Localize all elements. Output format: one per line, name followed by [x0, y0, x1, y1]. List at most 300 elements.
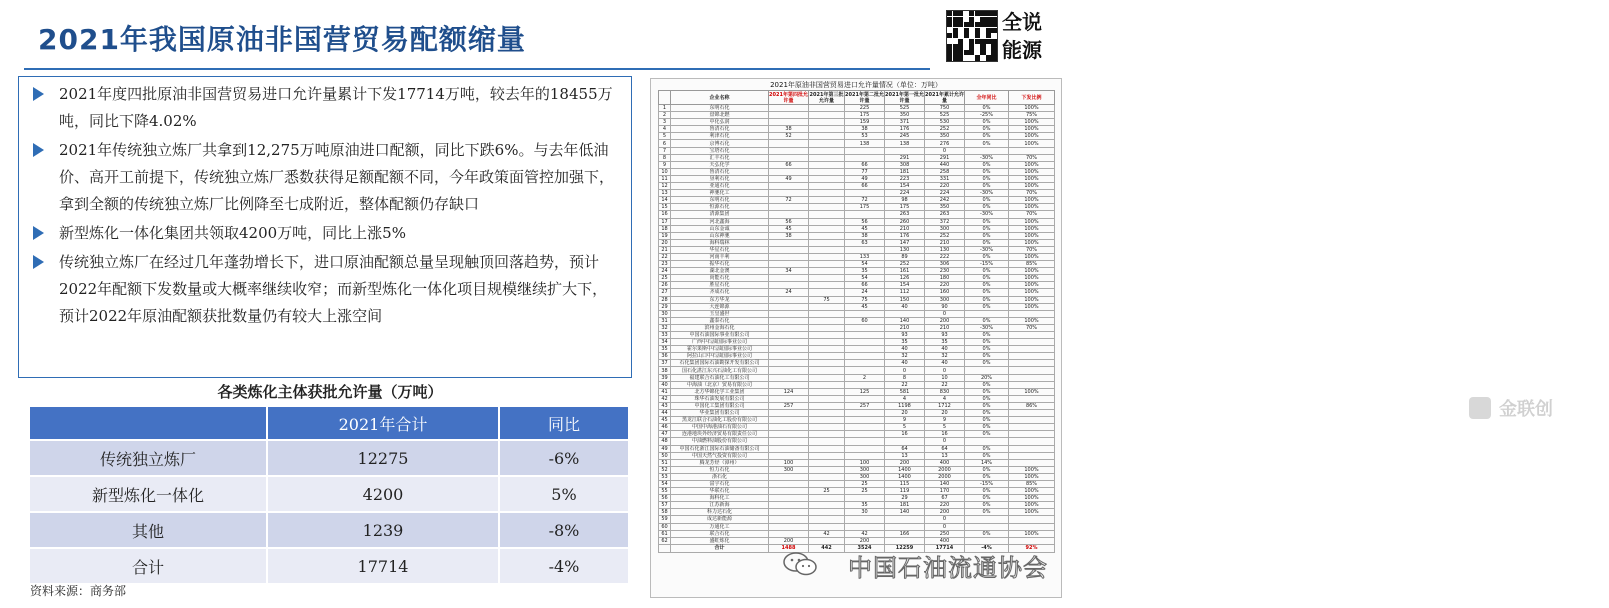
- table-row: [659, 424, 1055, 431]
- qr-cell: [969, 39, 974, 44]
- detail-cell: [809, 480, 845, 487]
- company-name-cell: 天弘化学: [671, 161, 769, 168]
- detail-cell: 263: [885, 211, 925, 218]
- detail-cell: 85%: [1009, 480, 1055, 487]
- detail-cell: 245: [885, 133, 925, 140]
- detail-cell: 220: [925, 183, 965, 190]
- company-name-cell: 万通化工: [671, 523, 769, 530]
- table-row: [659, 438, 1055, 445]
- detail-cell: 36: [659, 353, 671, 360]
- detail-cell: [809, 395, 845, 402]
- qr-cell: [953, 50, 958, 55]
- detail-cell: [769, 317, 809, 324]
- qr-cell: [980, 50, 985, 55]
- detail-cell: 0%: [965, 395, 1009, 402]
- detail-cell: [769, 112, 809, 119]
- detail-header-cell: 2021年第三批允许量: [809, 91, 844, 104]
- company-name-cell: 胜星石化: [671, 282, 769, 289]
- detail-cell: 25: [845, 480, 885, 487]
- detail-cell: [809, 339, 845, 346]
- table-row: [659, 204, 1055, 211]
- detail-cell: 51: [659, 459, 671, 466]
- detail-cell: 220: [925, 282, 965, 289]
- category-cell: 传统独立炼厂: [30, 440, 267, 476]
- company-name-cell: 盘锦北燃: [671, 112, 769, 119]
- detail-cell: 0%: [965, 360, 1009, 367]
- detail-header-cell: 企业名称: [671, 91, 769, 105]
- detail-cell: [769, 261, 809, 268]
- table-row: [659, 445, 1055, 452]
- detail-cell: 400: [925, 537, 965, 544]
- detail-cell: 40: [885, 346, 925, 353]
- detail-cell: 0%: [965, 218, 1009, 225]
- detail-cell: 350: [925, 204, 965, 211]
- detail-cell: 0: [925, 523, 965, 530]
- table-row: [659, 197, 1055, 204]
- detail-cell: 22: [885, 381, 925, 388]
- detail-cell: 16: [925, 431, 965, 438]
- detail-cell: [809, 417, 845, 424]
- detail-cell: 252: [885, 261, 925, 268]
- detail-cell: [1009, 459, 1055, 466]
- detail-cell: 0%: [965, 332, 1009, 339]
- detail-cell: 1: [659, 105, 671, 112]
- detail-cell: [769, 410, 809, 417]
- detail-cell: [1009, 431, 1055, 438]
- watermark-logo-text: 金联创: [1499, 399, 1553, 420]
- detail-cell: 70%: [1009, 246, 1055, 253]
- detail-cell: [885, 438, 925, 445]
- detail-cell: [809, 374, 845, 381]
- detail-cell: 35: [885, 339, 925, 346]
- bullet-text: 2021年度四批原油非国营贸易进口允许量累计下发17714万吨，较去年的18455万吨，同比下降4.02%: [59, 85, 613, 130]
- detail-cell: 28: [659, 296, 671, 303]
- detail-cell: 442: [809, 544, 845, 552]
- table-row: [659, 183, 1055, 190]
- company-name-cell: 中国天然气投资有限公司: [671, 452, 769, 459]
- detail-cell: [1009, 346, 1055, 353]
- detail-cell: -30%: [965, 211, 1009, 218]
- company-name-cell: 科力达石化: [671, 509, 769, 516]
- qr-cell: [969, 17, 974, 22]
- qr-cell: [991, 28, 996, 33]
- qr-cell: [953, 44, 958, 49]
- bullet-arrow-icon: [33, 87, 44, 101]
- detail-cell: 49: [845, 175, 885, 182]
- table-row: [659, 168, 1055, 175]
- detail-cell: 258: [925, 168, 965, 175]
- detail-cell: 54: [659, 480, 671, 487]
- detail-cell: [769, 473, 809, 480]
- table-row: [659, 140, 1055, 147]
- summary-table-title: 各类炼化主体获批允许量（万吨）: [217, 383, 443, 401]
- total-cell: 4200: [267, 476, 499, 512]
- detail-cell: 50: [659, 452, 671, 459]
- detail-cell: [885, 523, 925, 530]
- company-name-cell: 振华石化: [671, 261, 769, 268]
- company-name-cell: 汇丰石化: [671, 154, 769, 161]
- detail-cell: [845, 516, 885, 523]
- detail-cell: 25: [659, 275, 671, 282]
- detail-cell: 0: [925, 310, 965, 317]
- detail-cell: 32: [659, 324, 671, 331]
- company-name-cell: 华联石化: [671, 488, 769, 495]
- detail-header-cell: [659, 91, 671, 105]
- qr-cell: [953, 28, 958, 33]
- detail-cell: [769, 183, 809, 190]
- total-cell: 1239: [267, 512, 499, 548]
- detail-cell: 154: [885, 282, 925, 289]
- qr-cell: [969, 22, 974, 27]
- detail-cell: 2000: [925, 466, 965, 473]
- detail-cell: 200: [925, 509, 965, 516]
- detail-cell: 26: [659, 282, 671, 289]
- qr-cell: [947, 33, 952, 38]
- total-cell: 17714: [267, 548, 499, 583]
- detail-cell: 39: [659, 374, 671, 381]
- detail-cell: 24: [845, 289, 885, 296]
- qr-cell: [991, 17, 996, 22]
- detail-cell: [845, 523, 885, 530]
- detail-cell: [769, 246, 809, 253]
- detail-cell: [769, 140, 809, 147]
- detail-cell: [1009, 438, 1055, 445]
- brand-line-1: 全说: [1002, 10, 1042, 34]
- detail-cell: 34: [659, 339, 671, 346]
- detail-cell: [809, 353, 845, 360]
- detail-cell: 64: [925, 445, 965, 452]
- detail-cell: [845, 154, 885, 161]
- detail-cell: 181: [885, 502, 925, 509]
- detail-cell: [965, 310, 1009, 317]
- detail-cell: [769, 296, 809, 303]
- detail-cell: 31: [659, 317, 671, 324]
- detail-cell: 260: [885, 218, 925, 225]
- detail-cell: 4: [925, 395, 965, 402]
- detail-cell: 40: [659, 381, 671, 388]
- detail-cell: [769, 282, 809, 289]
- detail-cell: [845, 381, 885, 388]
- qr-cell: [953, 33, 958, 38]
- table-row: [659, 381, 1055, 388]
- detail-cell: [1009, 395, 1055, 402]
- detail-cell: 35: [659, 346, 671, 353]
- detail-cell: 0%: [965, 317, 1009, 324]
- detail-cell: 45: [845, 303, 885, 310]
- detail-cell: 63: [845, 239, 885, 246]
- detail-cell: 100%: [1009, 232, 1055, 239]
- detail-cell: [769, 147, 809, 154]
- detail-cell: 93: [885, 332, 925, 339]
- detail-cell: 66: [845, 161, 885, 168]
- detail-cell: [659, 544, 671, 552]
- table-row: [659, 218, 1055, 225]
- table-row: [659, 324, 1055, 331]
- detail-cell: [809, 119, 845, 126]
- detail-cell: 133: [845, 253, 885, 260]
- detail-cell: 126: [885, 275, 925, 282]
- detail-cell: 0%: [965, 424, 1009, 431]
- company-name-cell: 中国石化浙江国际石油储备有限公司: [671, 445, 769, 452]
- detail-cell: 0%: [965, 473, 1009, 480]
- detail-cell: [809, 246, 845, 253]
- detail-cell: 19: [659, 232, 671, 239]
- company-name-cell: 中国化工集团有限公司: [671, 402, 769, 409]
- detail-cell: 20: [659, 239, 671, 246]
- company-name-cell: 中国石油国际事业有限公司: [671, 332, 769, 339]
- detail-cell: 20: [885, 410, 925, 417]
- yoy-cell: 5%: [499, 476, 629, 512]
- detail-header-cell: 2021年累计允许量: [925, 91, 964, 104]
- detail-cell: 56: [659, 495, 671, 502]
- qr-cell: [958, 11, 963, 16]
- detail-cell: 100%: [1009, 175, 1055, 182]
- detail-cell: [1009, 410, 1055, 417]
- company-name-cell: 垦利石化: [671, 175, 769, 182]
- detail-cell: 45: [769, 225, 809, 232]
- detail-cell: 581: [885, 388, 925, 395]
- detail-cell: 1198: [885, 402, 925, 409]
- company-name-cell: 霍尔果斯中石油国际事业公司: [671, 346, 769, 353]
- detail-cell: 440: [925, 161, 965, 168]
- yoy-cell: -6%: [499, 440, 629, 476]
- detail-cell: [769, 516, 809, 523]
- detail-cell: [769, 310, 809, 317]
- detail-cell: 3524: [845, 544, 885, 552]
- detail-cell: 160: [925, 289, 965, 296]
- qr-cell: [986, 39, 991, 44]
- table-row: [659, 175, 1055, 182]
- company-name-cell: 山东金诚: [671, 225, 769, 232]
- detail-cell: 13: [885, 452, 925, 459]
- detail-cell: 45: [659, 417, 671, 424]
- detail-cell: [769, 502, 809, 509]
- category-cell: 其他: [30, 512, 267, 548]
- detail-cell: 257: [769, 402, 809, 409]
- detail-cell: [769, 346, 809, 353]
- detail-cell: [809, 154, 845, 161]
- detail-cell: 70%: [1009, 324, 1055, 331]
- table-row: [659, 480, 1055, 487]
- detail-cell: 0%: [965, 339, 1009, 346]
- qr-cell: [991, 44, 996, 49]
- company-name-cell: 海科化工: [671, 495, 769, 502]
- detail-cell: 291: [885, 154, 925, 161]
- detail-cell: [809, 218, 845, 225]
- detail-cell: 23: [659, 261, 671, 268]
- detail-cell: [809, 282, 845, 289]
- company-name-cell: 中油燃料油股份有限公司: [671, 438, 769, 445]
- table-row: [659, 303, 1055, 310]
- company-name-cell: 鑫泰石化: [671, 317, 769, 324]
- qr-cell: [958, 22, 963, 27]
- detail-cell: 18: [659, 225, 671, 232]
- detail-cell: [1009, 310, 1055, 317]
- detail-cell: 7: [659, 147, 671, 154]
- detail-cell: 75: [845, 296, 885, 303]
- detail-cell: 252: [925, 126, 965, 133]
- detail-cell: 27: [659, 289, 671, 296]
- category-cell: 新型炼化一体化: [30, 476, 267, 512]
- company-name-cell: 清源集团: [671, 211, 769, 218]
- detail-cell: 400: [925, 459, 965, 466]
- detail-cell: [769, 360, 809, 367]
- detail-cell: 0%: [965, 530, 1009, 537]
- detail-cell: 0%: [965, 168, 1009, 175]
- detail-cell: 60: [845, 317, 885, 324]
- detail-cell: 66: [769, 161, 809, 168]
- detail-cell: [769, 168, 809, 175]
- company-name-cell: 恒源石化: [671, 204, 769, 211]
- table-row: [659, 353, 1055, 360]
- category-cell: 合计: [30, 548, 267, 583]
- detail-cell: 75: [809, 296, 845, 303]
- detail-cell: [769, 275, 809, 282]
- detail-cell: 166: [885, 530, 925, 537]
- detail-cell: 25: [845, 488, 885, 495]
- detail-cell: 180: [925, 275, 965, 282]
- detail-cell: 3: [659, 119, 671, 126]
- detail-cell: 30: [845, 509, 885, 516]
- detail-cell: [809, 133, 845, 140]
- detail-cell: [885, 310, 925, 317]
- detail-cell: [769, 367, 809, 374]
- detail-cell: 100%: [1009, 530, 1055, 537]
- detail-cell: 750: [925, 105, 965, 112]
- detail-cell: 140: [885, 509, 925, 516]
- detail-cell: [845, 310, 885, 317]
- detail-cell: 0%: [965, 161, 1009, 168]
- detail-cell: 0%: [965, 346, 1009, 353]
- table-row: [659, 339, 1055, 346]
- company-name-cell: 河北鑫海: [671, 218, 769, 225]
- detail-cell: 130: [885, 246, 925, 253]
- detail-cell: 34: [769, 268, 809, 275]
- summary-header-cell: 2021年合计: [267, 407, 499, 440]
- detail-cell: [809, 438, 845, 445]
- detail-cell: 86%: [1009, 402, 1055, 409]
- detail-cell: 0%: [965, 119, 1009, 126]
- detail-cell: [965, 367, 1009, 374]
- detail-header-cell: 2021年第一批允许量: [885, 91, 924, 104]
- detail-cell: [769, 119, 809, 126]
- table-row: [659, 332, 1055, 339]
- bullet-item: [33, 81, 621, 135]
- detail-cell: 1488: [769, 544, 809, 552]
- company-name-cell: 东明石化: [671, 105, 769, 112]
- company-name-cell: 山东神驰: [671, 232, 769, 239]
- detail-cell: [809, 289, 845, 296]
- company-name-cell: 江苏新海: [671, 502, 769, 509]
- detail-cell: 100%: [1009, 253, 1055, 260]
- detail-cell: 20: [925, 410, 965, 417]
- detail-cell: 119: [885, 488, 925, 495]
- detail-cell: 0%: [965, 232, 1009, 239]
- detail-cell: [809, 367, 845, 374]
- detail-cell: 181: [885, 168, 925, 175]
- table-row: [659, 126, 1055, 133]
- detail-cell: [809, 147, 845, 154]
- detail-cell: 159: [845, 119, 885, 126]
- detail-cell: [809, 502, 845, 509]
- detail-cell: 100%: [1009, 140, 1055, 147]
- bullet-item: [33, 220, 621, 247]
- detail-cell: 200: [845, 537, 885, 544]
- detail-cell: 0%: [965, 488, 1009, 495]
- detail-cell: 100%: [1009, 488, 1055, 495]
- qr-cell: [953, 55, 958, 60]
- detail-cell: 41: [659, 388, 671, 395]
- detail-cell: 33: [659, 332, 671, 339]
- detail-cell: 140: [925, 480, 965, 487]
- qr-cell: [991, 39, 996, 44]
- company-name-cell: 富宇石化: [671, 480, 769, 487]
- table-row: [659, 246, 1055, 253]
- detail-cell: [809, 466, 845, 473]
- table-row: [659, 537, 1055, 544]
- detail-cell: 100: [769, 459, 809, 466]
- company-name-cell: 连港地块外经济贸易有限责任公司: [671, 431, 769, 438]
- table-row: [659, 346, 1055, 353]
- detail-cell: -15%: [965, 261, 1009, 268]
- qr-cell: [947, 55, 952, 60]
- detail-cell: [769, 509, 809, 516]
- company-name-cell: 东方华龙: [671, 296, 769, 303]
- detail-cell: [1009, 516, 1055, 523]
- detail-cell: 9: [885, 417, 925, 424]
- table-row: [659, 268, 1055, 275]
- detail-cell: [809, 424, 845, 431]
- detail-cell: [809, 317, 845, 324]
- detail-cell: 263: [925, 211, 965, 218]
- detail-cell: 24: [659, 268, 671, 275]
- detail-cell: 0%: [965, 133, 1009, 140]
- detail-cell: 4: [659, 126, 671, 133]
- detail-cell: 54: [845, 275, 885, 282]
- qr-cell: [991, 50, 996, 55]
- qr-code-icon[interactable]: [946, 10, 998, 62]
- detail-cell: [885, 516, 925, 523]
- detail-cell: [845, 438, 885, 445]
- detail-cell: 100%: [1009, 275, 1055, 282]
- detail-cell: 57: [659, 502, 671, 509]
- detail-cell: [1009, 353, 1055, 360]
- detail-cell: 0%: [965, 296, 1009, 303]
- detail-cell: 30: [659, 310, 671, 317]
- detail-cell: [845, 346, 885, 353]
- qr-cell: [953, 22, 958, 27]
- company-name-cell: 亚通石化: [671, 183, 769, 190]
- qr-cell: [947, 11, 952, 16]
- company-name-cell: 福建联合石油化工有限公司: [671, 374, 769, 381]
- detail-cell: [845, 324, 885, 331]
- detail-cell: 2: [845, 374, 885, 381]
- watermark-logo-icon: [1469, 397, 1491, 419]
- detail-cell: 100: [845, 459, 885, 466]
- detail-cell: [809, 516, 845, 523]
- detail-cell: 0%: [965, 466, 1009, 473]
- detail-cell: 67: [925, 495, 965, 502]
- detail-cell: 42: [845, 530, 885, 537]
- summary-header-cell: [30, 407, 267, 440]
- detail-cell: 130: [925, 246, 965, 253]
- table-row: [659, 395, 1055, 402]
- detail-cell: 300: [769, 466, 809, 473]
- detail-cell: 0%: [965, 431, 1009, 438]
- qr-cell: [964, 50, 969, 55]
- detail-cell: [769, 395, 809, 402]
- detail-cell: [769, 154, 809, 161]
